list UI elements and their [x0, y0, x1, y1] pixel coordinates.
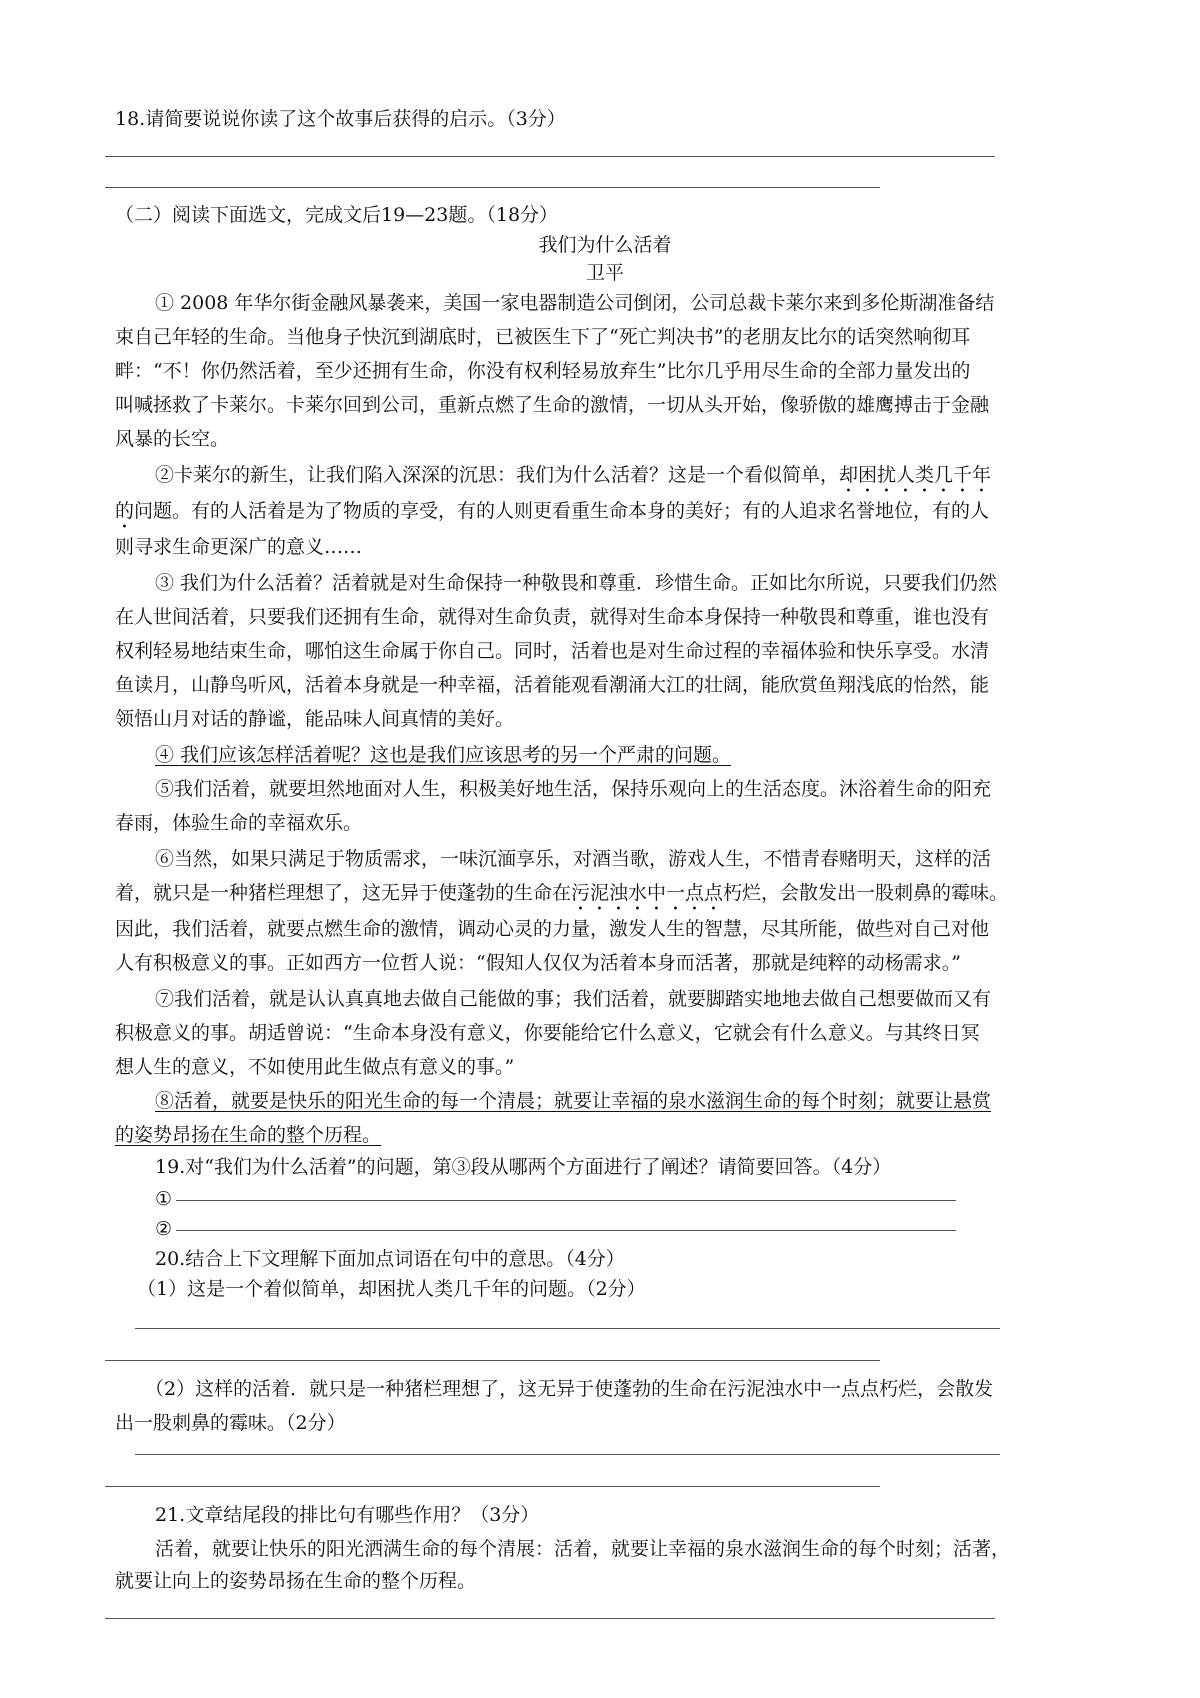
answer-line — [105, 1486, 880, 1487]
underlined-sentence: 的姿势昂扬在生命的整个历程。 — [115, 1124, 382, 1146]
text: ②卡莱尔的新生，让我们陷入深深的沉思：我们为什么活着？这是一个看似简单， — [155, 464, 840, 486]
paragraph-3-line: 领悟山月对话的静谧，能品味人间真情的美好。 — [115, 708, 515, 730]
paragraph-7-line: 积极意义的事。胡适曾说：“生命本身没有意义，你要能给它什么意义，它就会有什么意义。与其终日冥 — [115, 1022, 980, 1044]
paragraph-5-line: 春雨，体验生命的幸福欢乐。 — [115, 812, 363, 834]
answer-line — [105, 1360, 880, 1361]
quoted-passage-line: 活着，就要让快乐的阳光洒满生命的每个清展：活着，就要让幸福的泉水滋润生命的每个时刻；活著， — [155, 1538, 1011, 1560]
paragraph-5-line: ⑤我们活着，就要坦然地面对人生，积极美好地生活，保持乐观向上的生活态度。沐浴着生命的阳充 — [155, 778, 992, 800]
paragraph-1-line: ① 2008 年华尔街金融风暴袭来，美国一家电器制造公司倒闭，公司总裁卡莱尔来到多伦斯湖准备结 — [155, 292, 995, 314]
paragraph-4 — [115, 736, 1095, 774]
question-19: 19.对“我们为什么活着”的问题，第③段从哪两个方面进行了阐述？请简要回答。（4分） — [155, 1156, 892, 1178]
answer-line — [135, 1328, 1000, 1329]
paragraph-1-line: 叫喊拯救了卡莱尔。卡莱尔回到公司，重新点燃了生命的激情，一切从头开始，像骄傲的雄鹰搏击于金融 — [115, 394, 990, 416]
text: 着，就只是一种猪栏理想了，这无异于使蓬勃的生命在 — [115, 882, 572, 904]
question-18: 18.请简要说说你读了这个故事后获得的启示。（3分） — [115, 108, 566, 130]
underlined-sentence: ④ 我们应该怎样活着呢？这也是我们应该思考的另一个严肃的问题。 — [155, 744, 732, 766]
paragraph-6-line: 人有积极意义的事。正如西方一位哲人说：“假知人仅仅为活着本身而活著，那就是纯粹的动杨需求。” — [115, 952, 961, 974]
article-author: 卫平 — [585, 262, 624, 284]
blank-label: ① — [155, 1188, 173, 1210]
article-title: 我们为什么活着 — [538, 234, 672, 256]
paragraph-7-line: 想人生的意义，不如使用此生做点有意义的事。” — [115, 1056, 515, 1078]
answer-line — [105, 156, 995, 157]
paragraph-8-line — [115, 1082, 1095, 1120]
paragraph-6-line: 因此，我们活着，就要点燃生命的激情，调动心灵的力量，激发人生的智慧，尽其所能，做些对自己对他 — [115, 918, 990, 940]
underlined-sentence: ⑧活着，就要是快乐的阳光生命的每一个清晨；就要让幸福的泉水滋润生命的每个时刻；就要让悬赏 — [155, 1090, 992, 1112]
paragraph-3-line: 权利轻易地结束生命，哪怕这生命属于你自己。同时，活着也是对生命过程的幸福体验和快乐享受。水清 — [115, 640, 990, 662]
text: 问题。有的人活着是为了物质的享受，有的人则更看重生命本身的美好；有的人追求名誉地位，有的人 — [134, 500, 990, 522]
answer-line — [105, 1618, 995, 1619]
paragraph-1-line: 畔：“不！你仍然活着，至少还拥有生命，你没有权利轻易放弃生”比尔几乎用尽生命的全部力量发出的 — [115, 360, 971, 382]
paragraph-1-line: 束自己年轻的生命。当他身子快沉到湖底时，已被医生下了“死亡判决书”的老朋友比尔的话突然响彻耳 — [115, 326, 971, 348]
paragraph-6-line — [115, 874, 1095, 915]
answer-line — [176, 1230, 956, 1231]
paragraph-1-line: 风暴的长空。 — [115, 428, 230, 450]
question-20-1: （1）这是一个着似简单，却困扰人类几千年的问题。（2分） — [137, 1278, 646, 1300]
answer-line — [135, 1454, 1000, 1455]
dotted-phrase: 的 — [115, 500, 135, 522]
paragraph-6-line: ⑥当然，如果只满足于物质需求，一味沉湎享乐，对酒当歌，游戏人生，不惜青春赌明天，这样的活 — [155, 848, 992, 870]
question-20: 20.结合上下文理解下面加点词语在句中的意思。（4分） — [155, 1248, 625, 1270]
paragraph-3-line: ③ 我们为什么活着？活着就是对生命保持一种敬畏和尊重．珍惜生命。正如比尔所说，只要我们仍然 — [155, 572, 998, 594]
paragraph-7-line: ⑦我们活着，就是认认真真地去做自己能做的事；我们活着，就要脚踏实地地去做自己想要做而又有 — [155, 988, 992, 1010]
paragraph-2-line — [115, 492, 1095, 533]
dotted-phrase: 污泥浊水中一点点 — [571, 882, 724, 904]
answer-line — [176, 1200, 956, 1201]
dotted-phrase: 却困扰人类几千年 — [839, 464, 992, 486]
quoted-passage-line: 就要让向上的姿势昂扬在生命的整个历程。 — [115, 1570, 477, 1592]
paragraph-2-line — [115, 456, 1095, 497]
text: 朽烂，会散发出一股刺鼻的霉味。 — [723, 882, 1009, 904]
blank-label: ② — [155, 1218, 173, 1240]
question-20-2: 出一股刺鼻的霉味。（2分） — [115, 1412, 346, 1434]
paragraph-2-line: 则寻求生命更深广的意义…… — [115, 536, 363, 558]
paragraph-3-line: 鱼读月，山静鸟听风，活着本身就是一种幸福，活着能观看潮涌大江的壮阔，能欣赏鱼翔浅底的怡然，能 — [115, 674, 990, 696]
paragraph-3-line: 在人世间活着，只要我们还拥有生命，就得对生命负责，就得对生命本身保持一种敬畏和尊重，谁也没有 — [115, 606, 990, 628]
question-20-2: （2）这样的活着．就只是一种猪栏理想了，这无异于使蓬勃的生命在污泥浊水中一点点朽烂，会散发 — [145, 1378, 994, 1400]
question-21: 21.文章结尾段的排比句有哪些作用？（3分） — [155, 1504, 540, 1526]
section-intro: （二）阅读下面选文，完成文后19—23题。（18分） — [115, 204, 559, 226]
answer-line — [105, 187, 880, 188]
